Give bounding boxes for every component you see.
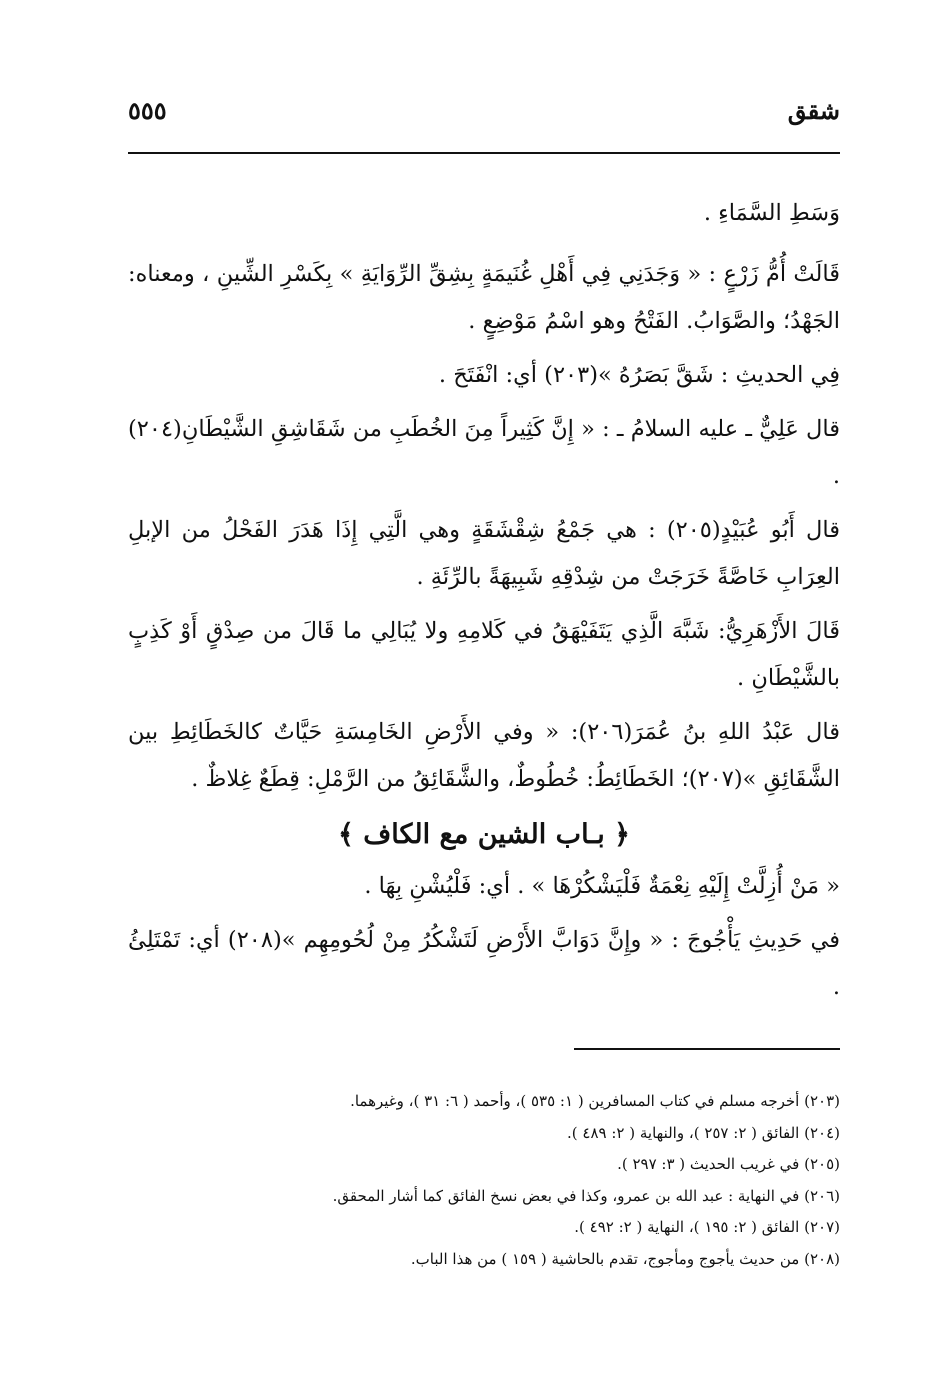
paragraph: في حَدِيثِ يَأْجُوجَ : « وإِنَّ دَوَابَّ الأَرْضِ لَتَشْكُرُ مِنْ لُحُومِهِم »(٢٠٨) أي: تَمْتَلِئُ . (128, 927, 840, 1000)
paragraph: قَالَ الأَزْهَرِيُّ: شَبَّهَ الَّذِي يَتَفَيْهَقُ في كَلامِهِ ولا يُبَالِي ما قَالَ من صِدْقٍ أَوْ كَذِبٍ بالشَّيْطَانِ . (128, 618, 840, 691)
paragraph: قال أَبُو عُبَيْدٍ(٢٠٥) : هي جَمْعُ شِقْشَقَةٍ وهي الَّتِي إِذَا هَدَرَ الفَحْلُ من الإبلِ العِرَابِ خَاصَّةً خَرَجَتْ من شِدْقِهِ شَبِيهَةً بالرِّئَةِ . (128, 517, 840, 590)
paragraph: فِي الحديثِ : شَقَّ بَصَرُهُ »(٢٠٣) أي: انْفَتَحَ . (438, 362, 840, 388)
page-header (128, 96, 840, 140)
footnote: (٢٠٤) الفائق ( ٢: ٢٥٧ )، والنهاية ( ٢: ٤٨٩ ). (567, 1123, 840, 1142)
paragraph: قال عَلِيٌّ ـ عليه السلامُ ـ : « إِنَّ كَثِيراً مِنَ الخُطَبِ من شَقَاشِقِ الشَّيْطَانِ(٢٠٤) . (128, 416, 840, 489)
footnote-divider (574, 1048, 840, 1050)
paragraph: وَسَطِ السَّمَاءِ . (703, 200, 840, 226)
paragraph: قال عَبْدُ اللهِ بنُ عُمَرَ(٢٠٦): « وفي الأَرْضِ الخَامِسَةِ حَيَّاتٌ كالخَطَائِطِ بين الشَّقَائِقِ »(٢٠٧)؛ الخَطَائِطُ: خُطُوطٌ، والشَّقَائِقُ من الرَّمْلِ: قِطَعٌ غِلاظٌ . (128, 719, 840, 792)
section-heading: ﴿ بـاب الشين مع الكاف ﴾ (338, 819, 630, 850)
footnote: (٢٠٦) في النهاية : عبد الله بن عمرو، وكذا في بعض نسخ الفائق كما أشار المحقق. (332, 1186, 840, 1205)
footnotes (128, 1086, 840, 1275)
main-text (128, 190, 840, 1018)
footnote: (٢٠٣) أخرجه مسلم في كتاب المسافرين ( ١: ٥٣٥ )، وأحمد ( ٦: ٣١ )، وغيرهما. (350, 1092, 840, 1110)
header-divider (128, 152, 840, 154)
footnote: (٢٠٥) في غريب الحديث ( ٣: ٢٩٧ ). (617, 1155, 840, 1173)
footnote: (٢٠٧) الفائق ( ٢: ١٩٥ )، النهاية ( ٢: ٤٩٢ ). (574, 1218, 840, 1236)
chapter-title: شقق (787, 96, 840, 125)
paragraph: « مَنْ أُزِلَّتْ إِلَيْهِ نِعْمَةٌ فَلْيَشْكُرْهَا » . أي: فَلْيُشْنِ بِهَا . (364, 873, 840, 899)
page-number: ٥٥٥ (128, 96, 167, 125)
paragraph: قَالَتْ أُمُّ زَرْعٍ : « وَجَدَنِي فِي أَهْلِ غُنَيمَةٍ بِشِقِّ الرِّوَايَةِ » بِكَسْرِ الشِّينِ ، ومعناه: الجَهْدُ؛ والصَّوَابُ. الفَتْحُ وهو اسْمُ مَوْضِعٍ . (128, 261, 840, 334)
footnote: (٢٠٨) من حديث يأجوج ومأجوج، تقدم بالحاشية ( ١٥٩ ) من هذا الباب. (410, 1249, 840, 1268)
